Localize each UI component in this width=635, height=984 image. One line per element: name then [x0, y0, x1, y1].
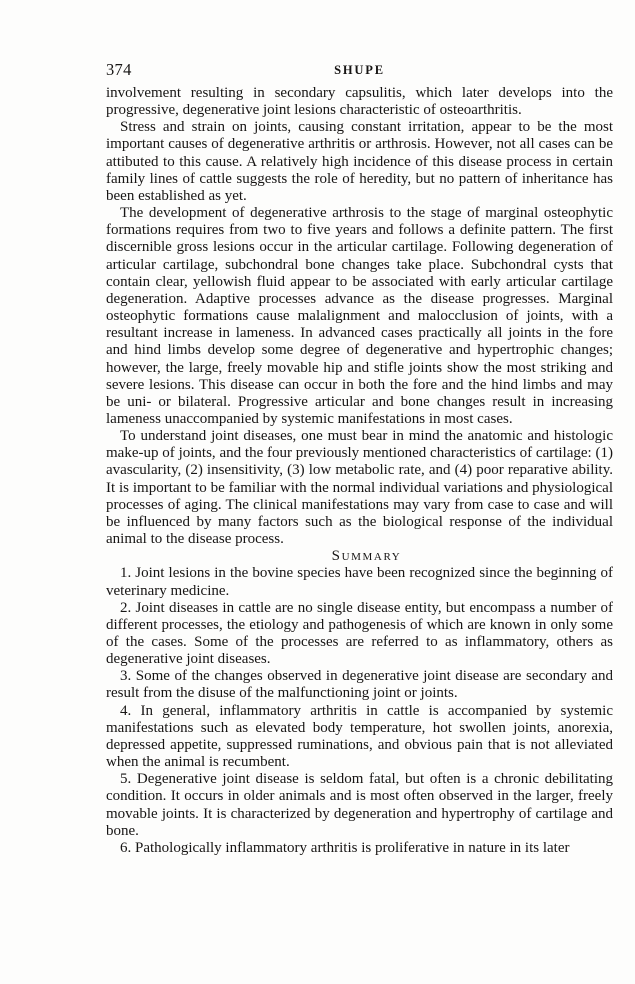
- running-head: SHUPE: [334, 63, 385, 77]
- paragraph: The development of degenerative arthrosis to the stage of marginal osteophytic formations requires from two to five years and follows a definite pattern. The first discernible gross lesions occur in the articular cartilage. Following degeneration of articular cartilage, subchondral bone changes take place. Subchondral cysts that contain clear, yellowish fluid appear to be associated with early articular cartilage degeneration. Adaptive processes advance as the disease progresses. Marginal osteophytic formations cause malalignment and malocclusion of joints, with a resultant increase in lameness. In advanced cases practically all joints in the fore and hind limbs develop some degree of degenerative and hypertrophic changes; however, the large, freely movable hip and stifle joints show the most striking and severe lesions. This disease can occur in both the fore and the hind limbs and may be uni- or bilateral. Progressive articular and bone changes result in increasing lameness unaccompanied by systemic manifestations in most cases.: [106, 205, 613, 427]
- body-text: [106, 85, 613, 857]
- summary-item: 6. Pathologically inflammatory arthritis is proliferative in nature in its later: [120, 839, 570, 856]
- paragraph: Stress and strain on joints, causing constant irritation, appear to be the most important causes of degenerative arthritis or arthrosis. However, not all cases can be attibuted to this cause. A relatively high incidence of this disease process in certain family lines of cattle suggests the role of heredity, but no pattern of inheritance has been established as yet.: [106, 119, 613, 204]
- summary-item: 4. In general, inflammatory arthritis in cattle is accompanied by systemic manifestations such as elevated body temperature, hot swollen joints, anorexia, depressed appetite, suppressed ruminations, and obvious pain that is not alleviated when the animal is recumbent.: [106, 702, 613, 771]
- page-number: 374: [106, 60, 132, 79]
- paragraph-continuation: involvement resulting in secondary capsulitis, which later develops into the progressive, degenerative joint lesions characteristic of osteoarthritis.: [106, 85, 613, 119]
- summary-item: 2. Joint diseases in cattle are no single disease entity, but encompass a number of different processes, the etiology and pathogenesis of which are known in only some of the cases. Some of the processes are referred to as inflammatory, others as degenerative joint diseases.: [106, 599, 613, 668]
- summary-item: 5. Degenerative joint disease is seldom fatal, but often is a chronic debilitating condition. It occurs in older animals and is most often observed in the larger, freely movable joints. It is characterized by degeneration and hypertrophy of cartilage and bone.: [106, 771, 613, 839]
- summary-heading: Summary: [331, 548, 402, 565]
- summary-item: 3. Some of the changes observed in degenerative joint disease are secondary and result from the disuse of the malfunctioning joint or joints.: [106, 668, 613, 702]
- paragraph: To understand joint diseases, one must bear in mind the anatomic and histologic make-up of joints, and the four previously mentioned characteristics of cartilage: (1) avascularity, (2) insensitivity, (3) low metabolic rate, and (4) poor reparative ability. It is important to be familiar with the normal individual variations and physiological processes of aging. The clinical manifestations may vary from case to case and will be influenced by many factors such as the biological response of the individual animal to the disease process.: [106, 428, 613, 548]
- page-header: [106, 60, 613, 80]
- summary-item: 1. Joint lesions in the bovine species have been recognized since the beginning of veterinary medicine.: [106, 565, 613, 599]
